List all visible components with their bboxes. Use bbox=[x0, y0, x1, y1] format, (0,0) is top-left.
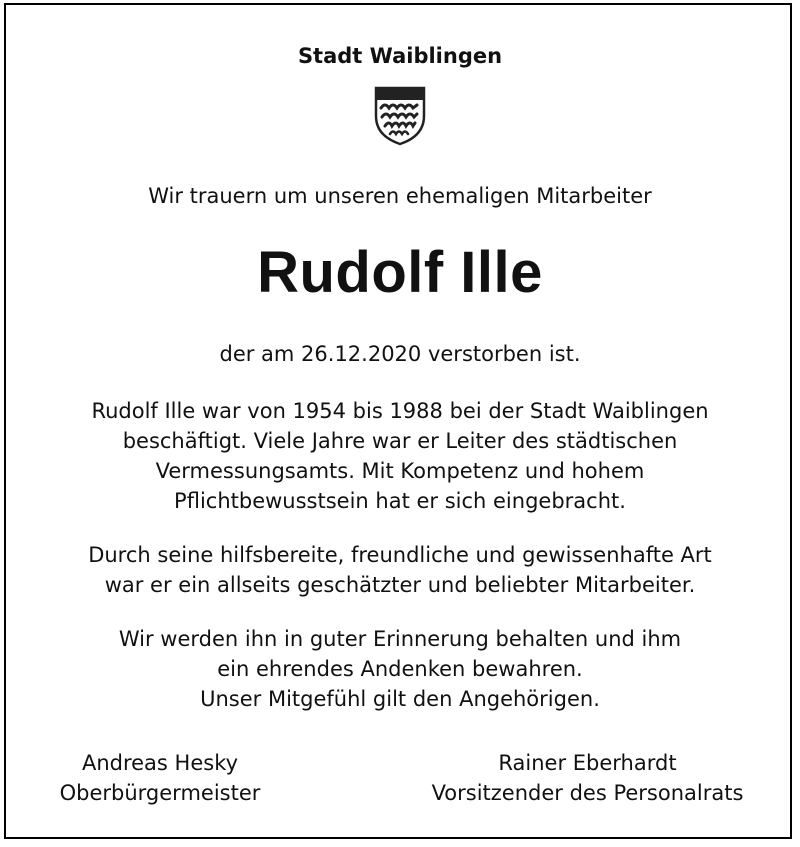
remembrance-paragraph bbox=[40, 624, 760, 714]
remembrance-line: ein ehrendes Andenken bewahren. bbox=[217, 657, 583, 681]
signatory-title: Oberbürgermeister bbox=[59, 781, 261, 805]
signatory-title: Vorsitzender des Personalrats bbox=[431, 781, 744, 805]
coat-of-arms-icon bbox=[372, 86, 428, 146]
mourning-intro: Wir trauern um unseren ehemaligen Mitarbeiter bbox=[148, 184, 652, 208]
deceased-name: Rudolf Ille bbox=[257, 240, 543, 305]
signature-staff-council bbox=[410, 748, 765, 808]
signatory-name: Rainer Eberhardt bbox=[498, 751, 677, 775]
remembrance-line: Wir werden ihn in guter Erinnerung behalten und ihm bbox=[118, 627, 682, 651]
career-line: beschäftigt. Viele Jahre war er Leiter des städtischen bbox=[122, 429, 678, 453]
city-heading: Stadt Waiblingen bbox=[297, 44, 503, 68]
signatory-name: Andreas Hesky bbox=[81, 751, 239, 775]
career-line: Vermessungsamts. Mit Kompetenz und hohem bbox=[155, 459, 645, 483]
signature-mayor bbox=[30, 748, 290, 808]
career-line: Rudolf Ille war von 1954 bis 1988 bei der Stadt Waiblingen bbox=[91, 399, 709, 423]
career-line: Pflichtbewusstsein hat er sich eingebracht. bbox=[174, 489, 626, 513]
character-line: Durch seine hilfsbereite, freundliche und gewissenhafte Art bbox=[88, 543, 712, 567]
character-paragraph bbox=[40, 540, 760, 600]
character-line: war er ein allseits geschätzter und beliebter Mitarbeiter. bbox=[104, 573, 696, 597]
career-paragraph bbox=[40, 396, 760, 516]
death-date-line: der am 26.12.2020 verstorben ist. bbox=[219, 342, 581, 366]
remembrance-line: Unser Mitgefühl gilt den Angehörigen. bbox=[200, 687, 600, 711]
